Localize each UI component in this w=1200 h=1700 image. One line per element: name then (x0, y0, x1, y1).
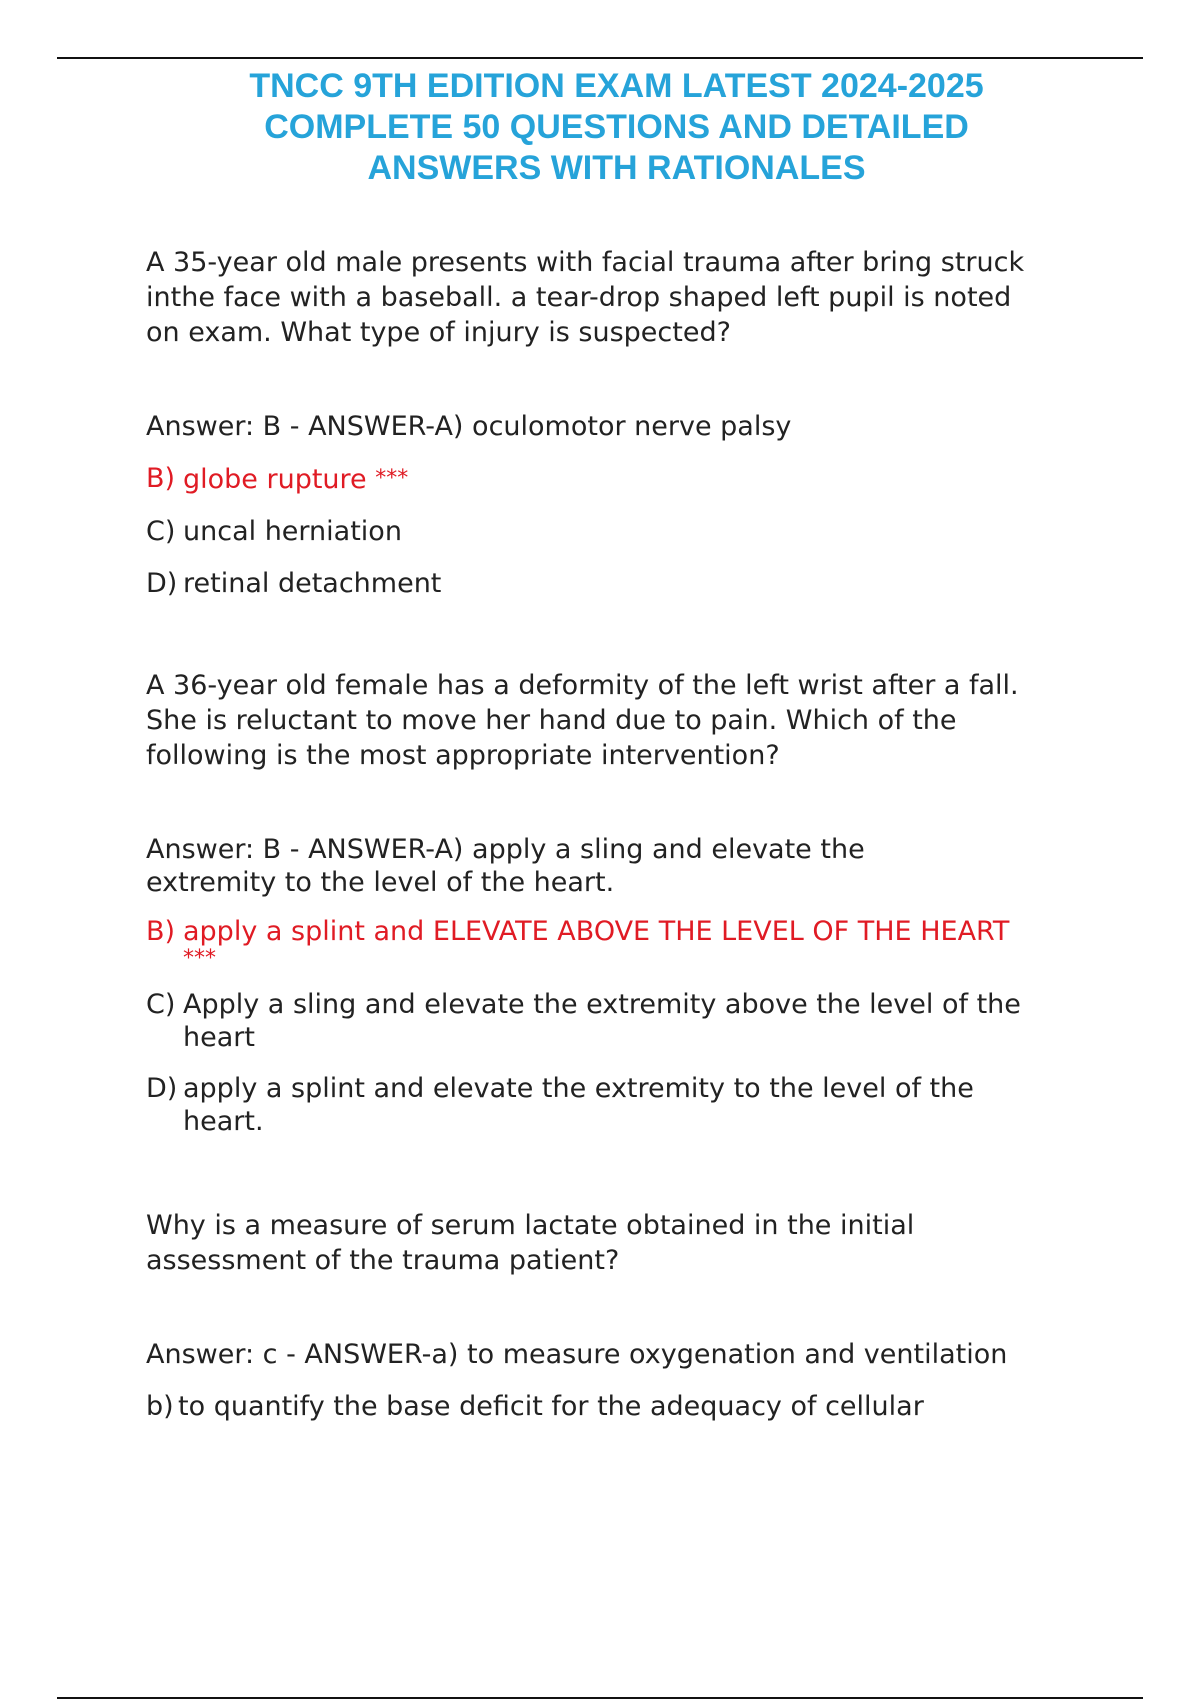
option-correct (146, 462, 1086, 496)
question-line: assessment of the trauma patient? (146, 1245, 620, 1276)
answer-line (146, 410, 1086, 443)
question-line: Why is a measure of serum lactate obtained in the initial (146, 1210, 915, 1241)
option-label: D) (146, 568, 178, 599)
option (146, 515, 1086, 548)
question-text (146, 1208, 1086, 1278)
option-label: b) (146, 1391, 174, 1422)
option-text: heart (183, 1022, 255, 1053)
option-text: uncal herniation (183, 516, 402, 547)
option (146, 1072, 1086, 1138)
question-line: on exam. What type of injury is suspected? (146, 317, 731, 348)
option-text: Apply a sling and elevate the extremity above the level of the (183, 989, 1021, 1020)
option-text: apply a splint and ELEVATE ABOVE THE LEVEL OF THE HEART (183, 916, 1010, 947)
option-text: heart. (183, 1106, 264, 1137)
question-line: following is the most appropriate intervention? (146, 740, 780, 771)
option-label: C) (146, 989, 176, 1020)
option-label: B) (146, 463, 176, 494)
option-label: D) (146, 1073, 178, 1104)
option-text: apply a splint and elevate the extremity to the level of the (183, 1073, 974, 1104)
title-line: COMPLETE 50 QUESTIONS AND DETAILED (264, 108, 969, 146)
option-text: to quantify the base deficit for the adequacy of cellular (178, 1391, 924, 1422)
question-line: inthe face with a baseball. a tear-drop shaped left pupil is noted (146, 282, 1012, 313)
question-line: A 35-year old male presents with facial trauma after bring struck (146, 247, 1025, 278)
question-text (146, 245, 1086, 350)
answer-text: Answer: B - ANSWER-A) apply a sling and elevate the (146, 834, 865, 865)
footer-rule (57, 1697, 1143, 1699)
correct-marker: *** (183, 946, 216, 971)
question-block (146, 1208, 1086, 1423)
answer-line (146, 1338, 1086, 1371)
option-text: globe rupture (183, 464, 367, 495)
document-title (120, 66, 1113, 189)
option-correct (146, 915, 1086, 970)
title-line: TNCC 9TH EDITION EXAM LATEST 2024-2025 (249, 67, 984, 105)
answer-line (146, 833, 1086, 899)
question-block (146, 668, 1086, 1138)
title-line: ANSWERS WITH RATIONALES (367, 149, 866, 187)
option-label: B) (146, 916, 176, 947)
answer-text: extremity to the level of the heart. (146, 867, 615, 898)
option-text: retinal detachment (183, 568, 442, 599)
correct-marker: *** (375, 466, 409, 491)
option (146, 988, 1086, 1054)
answer-text: Answer: B - ANSWER-A) oculomotor nerve palsy (146, 411, 792, 442)
question-line: A 36-year old female has a deformity of the left wrist after a fall. (146, 670, 1019, 701)
header-rule (57, 57, 1143, 59)
document-body (146, 245, 1086, 1423)
answer-text: Answer: c - ANSWER-a) to measure oxygenation and ventilation (146, 1339, 1008, 1370)
option (146, 1390, 1086, 1423)
question-text (146, 668, 1086, 773)
question-block (146, 245, 1086, 600)
question-line: She is reluctant to move her hand due to pain. Which of the (146, 705, 957, 736)
option-label: C) (146, 516, 176, 547)
option (146, 567, 1086, 600)
